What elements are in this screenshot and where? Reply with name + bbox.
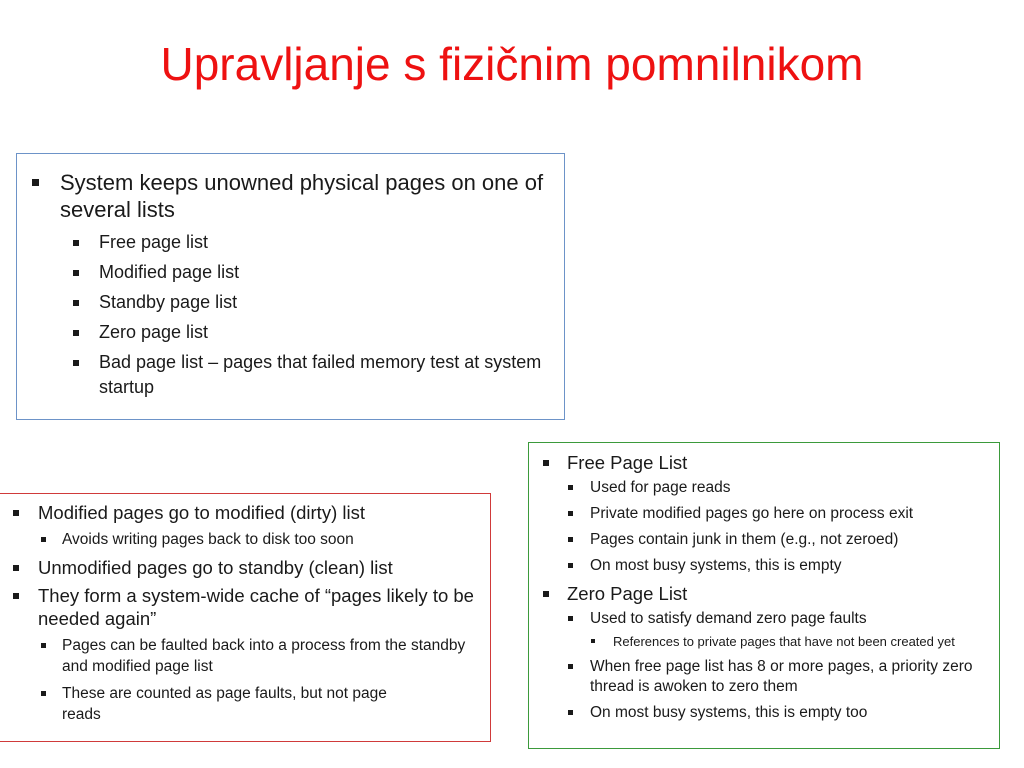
bullet-text: Zero Page List — [567, 583, 688, 604]
sub-list — [60, 230, 549, 400]
list-item: Bad page list – pages that failed memory test at system startup — [29, 350, 549, 400]
slide-title: Upravljanje s fizičnim pomnilnikom — [160, 38, 864, 90]
sub-sub-list — [590, 633, 996, 651]
sub-list — [567, 609, 996, 723]
list-item: Private modified pages go here on process exit — [541, 504, 996, 524]
bullet-text: Free Page List — [567, 452, 688, 473]
sub-list — [567, 478, 996, 576]
free-zero-bullets — [541, 451, 996, 729]
list-item: Standby page list — [29, 290, 549, 315]
free-zero-lists-box — [528, 442, 1000, 749]
list-item — [541, 451, 996, 576]
sub-list — [38, 635, 490, 725]
list-item: Avoids writing pages back to disk too soon — [10, 529, 490, 550]
list-item: Used for page reads — [541, 478, 996, 498]
list-item: On most busy systems, this is empty — [541, 556, 996, 576]
list-item: When free page list has 8 or more pages, a priority zero thread is awoken to zero them — [541, 657, 996, 697]
page-lists-box — [16, 153, 565, 420]
sub-list — [38, 529, 490, 550]
list-item: Modified page list — [29, 260, 549, 285]
list-item — [541, 609, 996, 651]
bullet-text: Used to satisfy demand zero page faults — [590, 610, 867, 627]
page-lists-bullets — [29, 169, 549, 405]
list-item: These are counted as page faults, but not page reads — [10, 683, 402, 725]
list-item: Zero page list — [29, 320, 549, 345]
list-item — [10, 584, 490, 725]
list-item: References to private pages that have not been created yet — [541, 633, 996, 651]
bullet-text: Modified pages go to modified (dirty) list — [38, 502, 365, 523]
list-item: On most busy systems, this is empty too — [541, 703, 996, 723]
list-item: Pages contain junk in them (e.g., not zeroed) — [541, 530, 996, 550]
modified-standby-bullets — [10, 501, 490, 731]
list-item — [541, 582, 996, 723]
list-item — [10, 501, 490, 550]
list-item — [29, 169, 549, 400]
bullet-text: System keeps unowned physical pages on one of several lists — [60, 170, 544, 222]
list-item: Pages can be faulted back into a process from the standby and modified page list — [10, 635, 490, 677]
bullet-text: They form a system-wide cache of “pages likely to be needed again” — [38, 585, 474, 629]
modified-standby-box — [0, 493, 491, 742]
list-item: Unmodified pages go to standby (clean) list — [10, 556, 490, 579]
list-item: Free page list — [29, 230, 549, 255]
